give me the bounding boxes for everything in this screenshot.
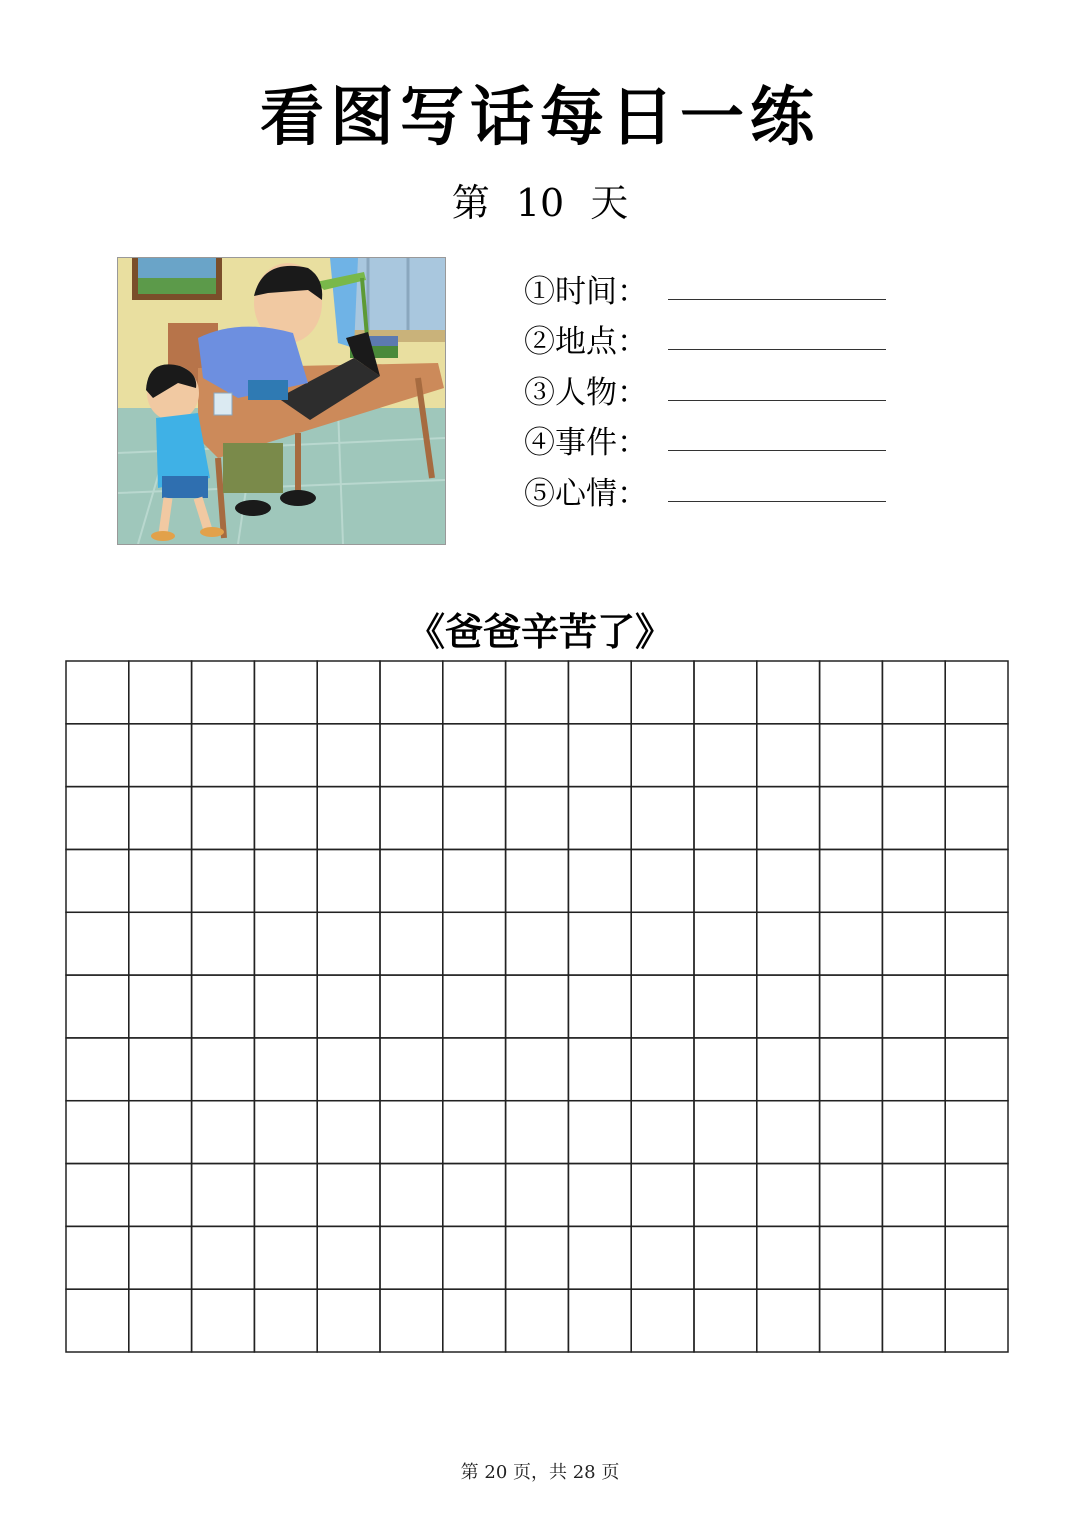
grid-cell[interactable] [506,912,569,975]
answer-line-time[interactable] [668,299,886,300]
prompt-label: ④事件： [524,425,648,462]
grid-cell[interactable] [631,1101,694,1164]
grid-cell[interactable] [129,849,192,912]
grid-cell[interactable] [317,1289,380,1352]
grid-cell[interactable] [66,787,129,850]
grid-cell[interactable] [317,1164,380,1227]
answer-line-mood[interactable] [668,501,886,502]
grid-cell[interactable] [631,1226,694,1289]
grid-cell[interactable] [945,849,1008,912]
grid-cell[interactable] [757,661,820,724]
grid-cell[interactable] [568,1101,631,1164]
grid-cell[interactable] [694,1164,757,1227]
grid-cell[interactable] [380,1038,443,1101]
grid-cell[interactable] [192,1226,255,1289]
grid-cell[interactable] [66,1226,129,1289]
prompt-time [524,263,886,314]
grid-cell[interactable] [129,1164,192,1227]
grid-cell[interactable] [317,1226,380,1289]
grid-cell[interactable] [443,975,506,1038]
grid-cell[interactable] [254,1038,317,1101]
grid-cell[interactable] [254,1101,317,1164]
grid-cell[interactable] [254,661,317,724]
grid-cell[interactable] [694,975,757,1038]
grid-cell[interactable] [945,1038,1008,1101]
grid-cell[interactable] [945,661,1008,724]
essay-title: 《爸爸辛苦了》 [406,609,673,654]
grid-cell[interactable] [192,661,255,724]
grid-cell[interactable] [129,975,192,1038]
grid-cell[interactable] [757,1226,820,1289]
grid-cell[interactable] [945,787,1008,850]
grid-cell[interactable] [380,975,443,1038]
prompt-mood [524,465,886,516]
grid-cell[interactable] [506,1226,569,1289]
grid-cell[interactable] [254,787,317,850]
grid-cell[interactable] [820,1038,883,1101]
grid-cell[interactable] [443,787,506,850]
grid-cell[interactable] [66,849,129,912]
grid-cell[interactable] [317,661,380,724]
day-label: 第 10 天 [451,181,629,225]
grid-cell[interactable] [129,1289,192,1352]
grid-cell[interactable] [380,1164,443,1227]
grid-cell[interactable] [192,724,255,787]
prompt-label: ③人物： [524,374,648,411]
grid-cell[interactable] [945,1226,1008,1289]
grid-cell[interactable] [192,787,255,850]
grid-cell[interactable] [631,1289,694,1352]
grid-cell[interactable] [568,849,631,912]
grid-cell[interactable] [380,661,443,724]
answer-line-people[interactable] [668,400,886,401]
grid-cell[interactable] [66,975,129,1038]
grid-cell[interactable] [631,975,694,1038]
grid-cell[interactable] [506,1101,569,1164]
page-footer: 第 20 页，共 28 页 [460,1462,620,1483]
grid-cell[interactable] [757,1101,820,1164]
grid-cell[interactable] [820,1289,883,1352]
grid-cell[interactable] [317,724,380,787]
grid-cell[interactable] [66,724,129,787]
grid-cell[interactable] [317,1101,380,1164]
grid-cell[interactable] [254,1164,317,1227]
grid-cell[interactable] [820,1164,883,1227]
grid-cell[interactable] [820,912,883,975]
grid-cell[interactable] [66,1101,129,1164]
grid-cell[interactable] [631,661,694,724]
grid-cell[interactable] [443,849,506,912]
grid-cell[interactable] [631,912,694,975]
grid-cell[interactable] [882,1038,945,1101]
grid-cell[interactable] [380,849,443,912]
prompt-label: ②地点： [524,324,648,361]
grid-cell[interactable] [882,661,945,724]
grid-cell[interactable] [192,1289,255,1352]
prompt-place [524,314,886,365]
grid-cell[interactable] [757,975,820,1038]
grid-cell[interactable] [66,1038,129,1101]
grid-cell[interactable] [757,787,820,850]
grid-cell[interactable] [820,1226,883,1289]
grid-cell[interactable] [506,1289,569,1352]
prompt-label: ⑤心情： [524,475,648,512]
grid-cell[interactable] [506,1164,569,1227]
grid-cell[interactable] [380,787,443,850]
grid-cell[interactable] [820,787,883,850]
prompt-list [524,263,886,516]
grid-cell[interactable] [129,661,192,724]
grid-cell[interactable] [317,912,380,975]
grid-cell[interactable] [129,1226,192,1289]
grid-cell[interactable] [945,1101,1008,1164]
grid-cell[interactable] [568,912,631,975]
grid-cell[interactable] [694,912,757,975]
prompt-people [524,364,886,415]
grid-cell[interactable] [631,724,694,787]
grid-cell[interactable] [380,724,443,787]
grid-cell[interactable] [254,1226,317,1289]
grid-cell[interactable] [192,1101,255,1164]
grid-cell[interactable] [568,1164,631,1227]
illustration-image [117,257,446,545]
prompt-label: ①时间： [524,273,648,310]
grid-cell[interactable] [380,1226,443,1289]
grid-cell[interactable] [506,849,569,912]
grid-cell[interactable] [694,661,757,724]
grid-cell[interactable] [254,724,317,787]
grid-cell[interactable] [443,1038,506,1101]
grid-cell[interactable] [129,1101,192,1164]
grid-cell[interactable] [317,1038,380,1101]
prompt-event [524,415,886,466]
grid-cell[interactable] [568,1289,631,1352]
grid-cell[interactable] [506,975,569,1038]
grid-cell[interactable] [129,724,192,787]
grid-cell[interactable] [192,849,255,912]
grid-cell[interactable] [820,849,883,912]
grid-cell[interactable] [568,661,631,724]
answer-line-place[interactable] [668,349,886,350]
grid-cell[interactable] [631,849,694,912]
grid-cell[interactable] [66,661,129,724]
grid-cell[interactable] [443,1289,506,1352]
grid-cell[interactable] [694,1038,757,1101]
grid-cell[interactable] [757,849,820,912]
grid-cell[interactable] [882,1289,945,1352]
grid-cell[interactable] [882,849,945,912]
grid-cell[interactable] [254,975,317,1038]
grid-cell[interactable] [317,975,380,1038]
grid-cell[interactable] [757,1164,820,1227]
grid-cell[interactable] [506,724,569,787]
grid-cell[interactable] [568,1226,631,1289]
grid-cell[interactable] [945,1289,1008,1352]
answer-line-event[interactable] [668,450,886,451]
grid-cell[interactable] [380,912,443,975]
grid-cell[interactable] [631,787,694,850]
grid-cell[interactable] [568,1038,631,1101]
grid-cell[interactable] [506,787,569,850]
grid-cell[interactable] [129,787,192,850]
grid-cell[interactable] [882,1164,945,1227]
grid-cell[interactable] [254,1289,317,1352]
grid-cell[interactable] [820,975,883,1038]
grid-cell[interactable] [757,912,820,975]
writing-grid[interactable] [65,660,1009,1353]
grid-cell[interactable] [443,912,506,975]
grid-cell[interactable] [443,661,506,724]
grid-cell[interactable] [129,1038,192,1101]
grid-cell[interactable] [694,1101,757,1164]
grid-cell[interactable] [443,1226,506,1289]
grid-cell[interactable] [820,724,883,787]
grid-cell[interactable] [694,787,757,850]
grid-cell[interactable] [380,1101,443,1164]
grid-cell[interactable] [254,912,317,975]
grid-cell[interactable] [694,849,757,912]
grid-cell[interactable] [945,975,1008,1038]
grid-cell[interactable] [631,1164,694,1227]
grid-cell[interactable] [694,1226,757,1289]
grid-cell[interactable] [254,849,317,912]
grid-cell[interactable] [443,1101,506,1164]
grid-cell[interactable] [192,1164,255,1227]
grid-cell[interactable] [66,912,129,975]
grid-cell[interactable] [882,1226,945,1289]
grid-cell[interactable] [757,1038,820,1101]
page-title: 看图写话每日一练 [260,80,820,155]
grid-cell[interactable] [506,1038,569,1101]
grid-cell[interactable] [192,1038,255,1101]
grid-cell[interactable] [694,1289,757,1352]
grid-cell[interactable] [945,912,1008,975]
grid-cell[interactable] [568,724,631,787]
grid-cell[interactable] [757,724,820,787]
grid-cell[interactable] [443,1164,506,1227]
grid-cell[interactable] [882,912,945,975]
grid-cell[interactable] [568,787,631,850]
grid-cell[interactable] [506,661,569,724]
grid-cell[interactable] [882,1101,945,1164]
grid-cell[interactable] [882,724,945,787]
grid-cell[interactable] [882,975,945,1038]
grid-cell[interactable] [945,724,1008,787]
grid-cell[interactable] [317,849,380,912]
grid-cell[interactable] [380,1289,443,1352]
grid-cell[interactable] [631,1038,694,1101]
grid-cell[interactable] [820,1101,883,1164]
grid-cell[interactable] [568,975,631,1038]
grid-cell[interactable] [820,661,883,724]
grid-cell[interactable] [443,724,506,787]
grid-cell[interactable] [694,724,757,787]
grid-cell[interactable] [757,1289,820,1352]
grid-cell[interactable] [317,787,380,850]
grid-cell[interactable] [192,912,255,975]
grid-cell[interactable] [882,787,945,850]
grid-cell[interactable] [66,1164,129,1227]
grid-cell[interactable] [129,912,192,975]
grid-cell[interactable] [66,1289,129,1352]
grid-cell[interactable] [945,1164,1008,1227]
grid-cell[interactable] [192,975,255,1038]
